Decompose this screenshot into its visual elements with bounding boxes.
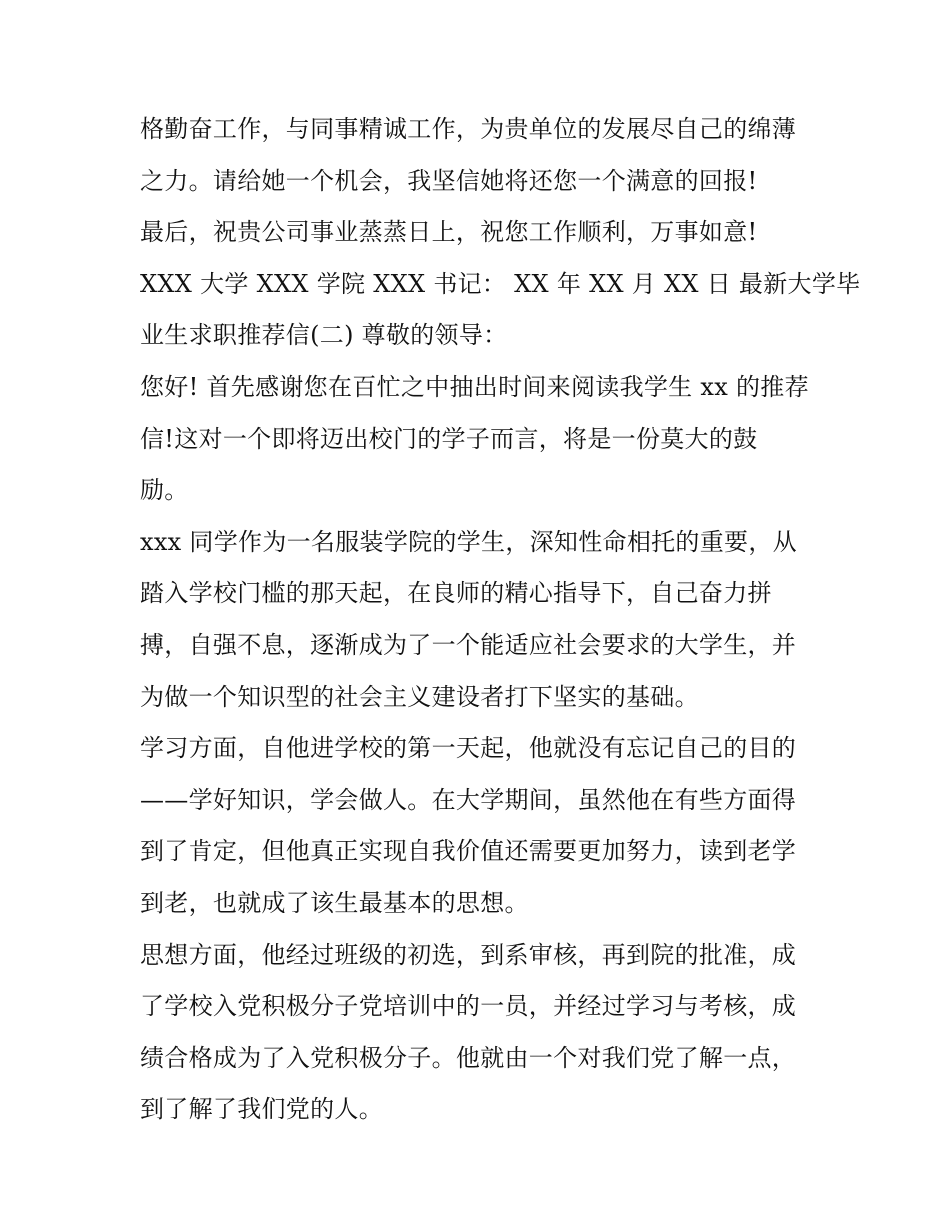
document-body (140, 104, 861, 1136)
text-line: 格勤奋工作，与同事精诚工作，为贵单位的发展尽自己的绵薄 (140, 115, 797, 143)
text-line: ——学好知识，学会做人。在大学期间，虽然他在有些方面得 (140, 785, 797, 814)
text-line: 了学校入党积极分子党培训中的一员，并经过学习与考核，成 (140, 992, 797, 1021)
text-line: 业生求职推荐信(二) 尊敬的领导： (140, 321, 508, 350)
text-line: 思想方面，他经过班级的初选，到系审核，再到院的批准，成 (140, 940, 797, 969)
text-line: 励。 (140, 476, 189, 505)
text-line: 学习方面，自他进学校的第一天起，他就没有忘记自己的目的 (140, 734, 797, 763)
text-line: 到了肯定，但他真正实现自我价值还需要更加努力，读到老学 (140, 837, 797, 866)
text-line: 为做一个知识型的社会主义建设者打下坚实的基础。 (140, 682, 699, 711)
text-line: XXX 大学 XXX 学院 XXX 书记： XX 年 XX 月 XX 日 最新大学毕 (140, 269, 861, 298)
text-line: 您好! 首先感谢您在百忙之中抽出时间来阅读我学生 xx 的推荐 (140, 372, 809, 401)
text-line: 最后，祝贵公司事业蒸蒸日上，祝您工作顺利，万事如意! (140, 218, 758, 247)
text-line: 到老，也就成了该生最基本的思想。 (140, 888, 529, 917)
text-line: 之力。请给她一个机会，我坚信她将还您一个满意的回报! (140, 166, 758, 195)
text-line: 信!这对一个即将迈出校门的学子而言，将是一份莫大的鼓 (140, 424, 758, 453)
text-line: 绩合格成为了入党积极分子。他就由一个对我们党了解一点， (140, 1043, 797, 1072)
text-line: 搏，自强不息，逐渐成为了一个能适应社会要求的大学生，并 (140, 630, 797, 659)
text-line: 到了解了我们党的人。 (140, 1095, 383, 1124)
text-line: xxx 同学作为一名服装学院的学生，深知性命相托的重要，从 (140, 527, 797, 556)
text-line: 踏入学校门槛的那天起，在良师的精心指导下，自己奋力拼 (140, 579, 772, 608)
